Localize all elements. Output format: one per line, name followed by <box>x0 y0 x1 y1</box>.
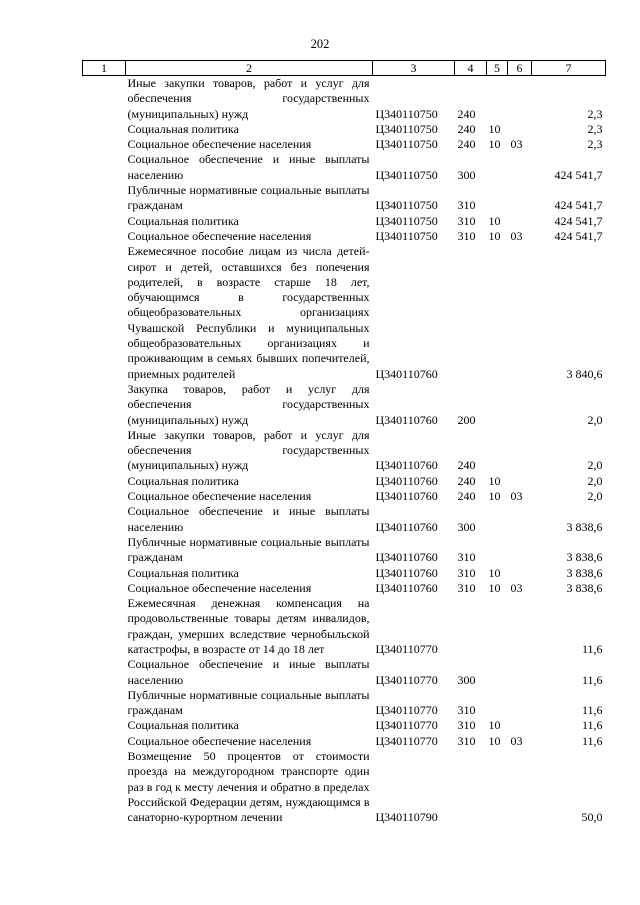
row-name: Социальная политика <box>127 565 239 580</box>
blank-cell <box>83 229 126 244</box>
blank-cell <box>83 122 126 137</box>
row-target-code: Ц340110760 <box>375 489 438 504</box>
row-subsection <box>508 474 532 489</box>
blank-cell <box>83 718 126 733</box>
row-name: Социальное обеспечение населения <box>127 489 312 504</box>
row-section <box>487 382 508 428</box>
row-name: Социальное обеспечение населения <box>127 228 312 243</box>
row-target-code: Ц340110760 <box>375 473 438 488</box>
row-amount: 424 541,7 <box>554 167 603 182</box>
row-amount: 3 838,6 <box>566 550 603 565</box>
row-amount: 2,0 <box>587 458 603 473</box>
row-target-code: Ц340110790 <box>375 810 438 825</box>
row-amount: 2,3 <box>587 121 603 136</box>
row-subsection <box>508 749 532 825</box>
row-section: 10 <box>488 733 501 748</box>
table-row <box>83 152 606 183</box>
row-name: Возмещение 50 процентов от стоимости проезда на междугородном транспорте один раз в год к месту лечения и обратно в пределах Российской Федерации детям, нуждающимся в санаторно-курортном лечении <box>127 749 370 825</box>
row-amount: 11,6 <box>581 672 603 687</box>
row-subsection: 03 <box>510 137 523 152</box>
row-expense-group <box>455 244 487 382</box>
blank-cell <box>83 474 126 489</box>
table-row <box>83 489 606 504</box>
row-target-code: Ц340110760 <box>375 550 438 565</box>
row-name: Иные закупки товаров, работ и услуг для обеспечения государственных (муниципальных) нужд <box>127 76 370 121</box>
column-header: 4 <box>455 61 487 76</box>
page-number: 202 <box>310 37 330 51</box>
table-row <box>83 581 606 596</box>
row-target-code: Ц340110760 <box>375 412 438 427</box>
row-section <box>487 428 508 474</box>
row-subsection <box>508 504 532 535</box>
row-subsection <box>508 382 532 428</box>
row-target-code: Ц340110760 <box>375 366 438 381</box>
column-header: 1 <box>83 61 126 76</box>
table-row <box>83 688 606 719</box>
row-expense-group <box>455 596 487 657</box>
table-row <box>83 76 606 122</box>
row-target-code: Ц340110770 <box>375 641 438 656</box>
row-section: 10 <box>488 473 501 488</box>
budget-table <box>82 60 606 826</box>
blank-cell <box>83 535 126 566</box>
row-name: Закупка товаров, работ и услуг для обеспечения государственных (муниципальных) нужд <box>127 381 370 427</box>
column-header: 6 <box>508 61 532 76</box>
row-expense-group: 300 <box>457 672 476 687</box>
row-target-code: Ц340110750 <box>375 167 438 182</box>
row-target-code: Ц340110750 <box>375 106 438 121</box>
row-expense-group: 310 <box>457 580 476 595</box>
blank-cell <box>83 382 126 428</box>
row-subsection <box>508 428 532 474</box>
blank-cell <box>83 76 126 122</box>
row-section: 10 <box>488 137 501 152</box>
row-expense-group: 240 <box>457 458 476 473</box>
row-target-code: Ц340110770 <box>375 672 438 687</box>
row-amount: 11,6 <box>581 641 603 656</box>
table-row <box>83 229 606 244</box>
row-section <box>487 749 508 825</box>
row-section: 10 <box>488 228 501 243</box>
table-row <box>83 244 606 382</box>
row-section: 10 <box>488 565 501 580</box>
row-expense-group: 310 <box>457 733 476 748</box>
table-row <box>83 428 606 474</box>
row-name: Социальная политика <box>127 121 239 136</box>
blank-cell <box>83 489 126 504</box>
blank-cell <box>83 596 126 657</box>
row-section <box>487 504 508 535</box>
row-section <box>487 183 508 214</box>
row-name: Социальное обеспечение и иные выплаты населению <box>127 504 370 534</box>
row-subsection <box>508 214 532 229</box>
row-name: Публичные нормативные социальные выплаты гражданам <box>127 687 370 718</box>
row-expense-group: 300 <box>457 519 476 534</box>
row-section: 10 <box>488 489 501 504</box>
row-amount: 424 541,7 <box>554 198 603 213</box>
row-section: 10 <box>488 121 501 136</box>
row-target-code: Ц340110770 <box>375 733 438 748</box>
row-amount: 50,0 <box>581 810 603 825</box>
row-expense-group <box>455 749 487 825</box>
blank-cell <box>83 183 126 214</box>
row-expense-group: 310 <box>457 550 476 565</box>
row-subsection <box>508 183 532 214</box>
row-expense-group: 310 <box>457 228 476 243</box>
row-target-code: Ц340110750 <box>375 121 438 136</box>
row-section: 10 <box>488 213 501 228</box>
blank-cell <box>83 566 126 581</box>
row-amount: 11,6 <box>581 733 603 748</box>
row-subsection <box>508 244 532 382</box>
table-row <box>83 657 606 688</box>
row-amount: 11,6 <box>581 703 603 718</box>
row-name: Социальное обеспечение и иные выплаты населению <box>127 152 370 182</box>
row-section: 10 <box>488 718 501 733</box>
row-expense-group: 240 <box>457 121 476 136</box>
row-name: Социальная политика <box>127 213 239 228</box>
row-amount: 424 541,7 <box>554 213 603 228</box>
row-target-code: Ц340110750 <box>375 228 438 243</box>
blank-cell <box>83 688 126 719</box>
row-amount: 3 840,6 <box>566 366 603 381</box>
row-expense-group: 240 <box>457 473 476 488</box>
row-subsection: 03 <box>510 580 523 595</box>
row-name: Социальное обеспечение и иные выплаты населению <box>127 657 370 687</box>
row-expense-group: 240 <box>457 137 476 152</box>
row-amount: 424 541,7 <box>554 228 603 243</box>
row-name: Ежемесячная денежная компенсация на продовольственные товары детям инвалидов, граждан, умерших вследствие чернобыльской катастрофы, в возрасте от 14 до 18 лет <box>127 596 370 656</box>
row-section: 10 <box>488 580 501 595</box>
row-amount: 2,0 <box>587 412 603 427</box>
blank-cell <box>83 734 126 749</box>
table-row <box>83 474 606 489</box>
row-subsection <box>508 688 532 719</box>
row-expense-group: 310 <box>457 198 476 213</box>
row-section <box>487 244 508 382</box>
row-amount: 3 838,6 <box>566 565 603 580</box>
row-amount: 2,3 <box>587 106 603 121</box>
row-name: Публичные нормативные социальные выплаты гражданам <box>127 534 370 565</box>
row-name: Социальное обеспечение населения <box>127 733 312 748</box>
table-row <box>83 718 606 733</box>
table-row <box>83 122 606 137</box>
row-subsection: 03 <box>510 228 523 243</box>
row-expense-group: 310 <box>457 703 476 718</box>
row-section <box>487 596 508 657</box>
column-header: 2 <box>126 61 373 76</box>
row-expense-group: 200 <box>457 412 476 427</box>
row-subsection <box>508 566 532 581</box>
row-subsection <box>508 122 532 137</box>
blank-cell <box>83 428 126 474</box>
row-name: Публичные нормативные социальные выплаты гражданам <box>127 183 370 213</box>
table-row <box>83 382 606 428</box>
row-expense-group: 310 <box>457 565 476 580</box>
row-section <box>487 152 508 183</box>
table-row <box>83 749 606 825</box>
row-target-code: Ц340110750 <box>375 198 438 213</box>
blank-cell <box>83 152 126 183</box>
column-header: 7 <box>532 61 606 76</box>
table-row <box>83 137 606 152</box>
row-amount: 11,6 <box>581 718 603 733</box>
blank-cell <box>83 581 126 596</box>
row-expense-group: 240 <box>457 489 476 504</box>
row-target-code: Ц340110760 <box>375 458 438 473</box>
row-amount: 2,0 <box>587 489 603 504</box>
row-section <box>487 76 508 122</box>
row-name: Ежемесячное пособие лицам из числа детей-сирот и детей, оставшихся без попечения родителей, в возрасте старше 18 лет, обучающимся в государственных общеобразовательных организациях Чувашской Республики и муниципальных общеобразовательных организациях и проживающим в семьях бывших попечителей, приемных родителей <box>127 244 370 381</box>
row-target-code: Ц340110760 <box>375 519 438 534</box>
row-expense-group: 310 <box>457 213 476 228</box>
blank-cell <box>83 504 126 535</box>
row-amount: 2,3 <box>587 137 603 152</box>
row-subsection <box>508 76 532 122</box>
column-header: 3 <box>373 61 455 76</box>
row-subsection <box>508 657 532 688</box>
row-amount: 3 838,6 <box>566 519 603 534</box>
row-name: Социальная политика <box>127 718 239 733</box>
blank-cell <box>83 214 126 229</box>
table-row <box>83 734 606 749</box>
row-expense-group: 240 <box>457 106 476 121</box>
table-body <box>83 76 606 826</box>
row-subsection: 03 <box>510 733 523 748</box>
row-expense-group: 310 <box>457 718 476 733</box>
blank-cell <box>83 657 126 688</box>
row-target-code: Ц340110750 <box>375 137 438 152</box>
row-name: Социальное обеспечение населения <box>127 580 312 595</box>
row-amount: 3 838,6 <box>566 580 603 595</box>
blank-cell <box>83 749 126 825</box>
row-target-code: Ц340110760 <box>375 580 438 595</box>
row-target-code: Ц340110750 <box>375 213 438 228</box>
blank-cell <box>83 137 126 152</box>
row-name: Социальная политика <box>127 473 239 488</box>
row-subsection <box>508 535 532 566</box>
row-subsection <box>508 718 532 733</box>
row-name: Социальное обеспечение населения <box>127 137 312 152</box>
table-row <box>83 566 606 581</box>
row-amount: 2,0 <box>587 473 603 488</box>
row-section <box>487 535 508 566</box>
table-row <box>83 596 606 657</box>
table-row <box>83 535 606 566</box>
row-expense-group: 300 <box>457 167 476 182</box>
row-subsection <box>508 596 532 657</box>
row-target-code: Ц340110770 <box>375 703 438 718</box>
row-section <box>487 657 508 688</box>
row-subsection <box>508 152 532 183</box>
blank-cell <box>83 244 126 382</box>
row-name: Иные закупки товаров, работ и услуг для обеспечения государственных (муниципальных) нужд <box>127 427 370 473</box>
column-header: 5 <box>487 61 508 76</box>
row-target-code: Ц340110760 <box>375 565 438 580</box>
row-target-code: Ц340110770 <box>375 718 438 733</box>
table-row <box>83 214 606 229</box>
table-row <box>83 183 606 214</box>
row-section <box>487 688 508 719</box>
table-row <box>83 504 606 535</box>
row-subsection: 03 <box>510 489 523 504</box>
column-number-row <box>83 61 606 76</box>
